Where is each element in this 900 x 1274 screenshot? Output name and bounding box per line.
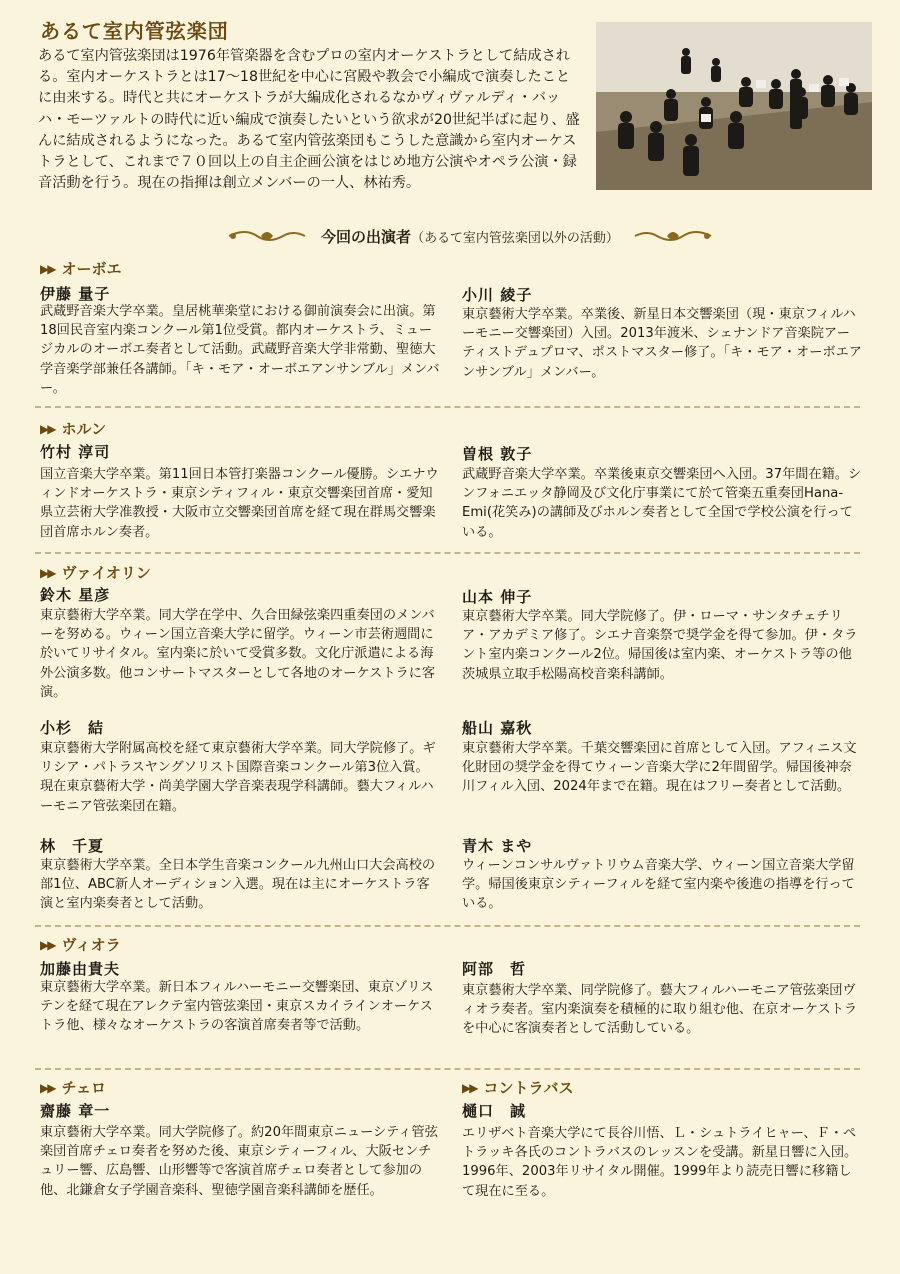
performer-bio: 東京藝術大学卒業。同大学院修了。約20年間東京ニューシティ管弦楽団首席チェロ奏者を努めた後、東京シティーフィル、大阪センチュリー響、広島響、山形響等で客演首席チェロ奏者として参加の他、北鎌倉女子学園音楽科、聖徳学園音楽科講師を歴任。	[40, 1125, 438, 1198]
performer-bio: 東京藝術大学卒業。卒業後、新星日本交響楽団（現・東京フィルハーモニー交響楽団）入団。2013年渡米、シェナンドア音楽院アーティストデュプロマ、ポストマスター修了。「キ・モア・オーボエアンサンブル」メンバー。	[462, 307, 862, 380]
performer-name: 伊藤 量子	[40, 285, 111, 303]
performer-bio: 東京藝術大学卒業。千葉交響楽団に首席として入団。アフィニス文化財団の奨学金を得てウィーン音楽大学に2年間留学。帰国後神奈川フィル入団、2024年まで在籍。現在はフリー奏者として活動。	[462, 741, 857, 795]
performer-name: 齋藤 章一	[40, 1102, 111, 1120]
category-viola	[40, 934, 121, 955]
performers-header-title	[321, 226, 619, 247]
performer-bio: 国立音楽大学卒業。第11回日本管打楽器コンクール優勝。シエナウィンドオーケストラ・東京シティフィル・東京交響楽団首席・愛知県立芸術大学准教授・大阪市立交響楽団首席を経て現在群馬交響楽団首席ホルン奏者。	[40, 467, 439, 540]
category-label: ヴィオラ	[61, 936, 121, 954]
performer-name: 林 千夏	[40, 837, 105, 855]
category-oboe	[40, 258, 121, 279]
section-divider	[35, 1068, 860, 1070]
double-arrow-icon: ▶▶	[40, 937, 55, 952]
performer-name: 阿部 哲	[462, 960, 527, 978]
performer-name: 曽根 敦子	[462, 445, 533, 463]
performer-name: 小杉 結	[40, 719, 105, 737]
performer-name: 船山 嘉秋	[462, 719, 533, 737]
double-arrow-icon: ▶▶	[40, 1080, 55, 1095]
double-arrow-icon: ▶▶	[40, 421, 55, 436]
orchestra-photo	[596, 22, 872, 190]
category-contrabass	[462, 1077, 573, 1098]
category-label: チェロ	[61, 1079, 107, 1097]
section-divider	[35, 552, 860, 554]
performer-bio: 東京藝術大学卒業。同大学在学中、久合田緑弦楽四重奏団のメンバーを努める。ウィーン国立音楽大学に留学。ウィーン市芸術週間に於いてリサイタル。室内楽に於いて受賞多数。文化庁派遣による海外公演多数。他コンサートマスターとして各地のオーケストラに客演。	[40, 608, 436, 700]
performer-bio: 東京藝術大学卒業、同学院修了。藝大フィルハーモニア管弦楽団ヴィオラ奏者。室内楽演奏を積極的に取り組む他、在京オーケストラを中心に客演奏者として活動している。	[462, 983, 858, 1037]
double-arrow-icon: ▶▶	[40, 565, 55, 580]
performer-name: 山本 伸子	[462, 588, 533, 606]
section-divider	[35, 406, 860, 408]
performer-bio: エリザベト音楽大学にて長谷川悟、Ｌ・シュトライヒャー、Ｆ・ペトラッキ各氏のコントラバスのレッスンを受講。新星日響に入団。1996年、2003年リサイタル開催。1999年より読売日響に移籍して現在に至る。	[462, 1126, 858, 1199]
category-cello	[40, 1077, 106, 1098]
performer-name: 加藤由貴夫	[40, 960, 121, 978]
performers-header	[200, 222, 740, 250]
category-label: ホルン	[61, 420, 107, 438]
performer-name: 小川 綾子	[462, 286, 533, 304]
double-arrow-icon: ▶▶	[40, 261, 55, 276]
performer-bio: 東京藝術大学卒業。新日本フィルハーモニー交響楽団、東京ゾリステンを経て現在アレクテ室内管弦楽団・東京スカイラインオーケストラ他、様々なオーケストラの客演首席奏者等で活動。	[40, 980, 434, 1034]
double-arrow-icon: ▶▶	[462, 1080, 477, 1095]
orchestra-photo-illustration	[596, 22, 872, 190]
performers-header-subtitle: （あるて室内管弦楽団以外の活動）	[411, 230, 619, 246]
performer-name: 青木 まや	[462, 837, 533, 855]
performer-bio: 武蔵野音楽大学卒業。卒業後東京交響楽団へ入団。37年間在籍。シンフォニエッタ静岡及び文化庁事業にて於て管楽五重奏団Hana-Emi(花笑み)の講師及びホルン奏者として全国で学校公演を行っている。	[462, 467, 862, 540]
performer-bio: ウィーンコンサルヴァトリウム音楽大学、ウィーン国立音楽大学留学。帰国後東京シティーフィルを経て室内楽や後進の指導を行っている。	[462, 858, 855, 912]
category-violin	[40, 562, 151, 583]
category-label: ヴァイオリン	[61, 564, 151, 582]
flourish-right-icon	[633, 226, 713, 246]
category-horn	[40, 418, 106, 439]
performer-name: 鈴木 星彦	[40, 586, 111, 604]
performer-bio: 東京藝術大学附属高校を経て東京藝術大学卒業。同大学院修了。ギリシア・パトラスヤングソリスト国際音楽コンクール第3位入賞。現在東京藝術大学・尚美学園大学音楽表現学科講師。藝大フィルハーモニア管弦楽団在籍。	[40, 741, 436, 814]
performer-name: 樋口 誠	[462, 1102, 527, 1120]
performer-bio: 東京藝術大学卒業。全日本学生音楽コンクール九州山口大会高校の部1位、ABC新人オーディション入選。現在は主にオーケストラ客演と室内楽奏者として活動。	[40, 858, 436, 912]
orchestra-description: あるて室内管弦楽団は1976年管楽器を含むプロの室内オーケストラとして結成される。室内オーケストラとは17～18世紀を中心に宮殿や教会で小編成で演奏したことに由来する。時代と共にオーケストラが大編成化されるなかヴィヴァルディ・バッハ・モーツァルトの時代に近い編成で演奏したいという欲求が20世紀半ばに起り、盛んに結成されるようになった。あるて室内管弦楽団もこうした意識から室内オーケストラとして、これまで７０回以上の自主企画公演をはじめ地方公演やオペラ公演・録音活動を行う。現在の指揮は創立メンバーの一人、林祐秀。	[38, 48, 580, 192]
category-label: コントラバス	[483, 1079, 574, 1097]
section-divider	[35, 925, 860, 927]
performer-bio: 武蔵野音楽大学卒業。皇居桃華楽堂における御前演奏会に出演。第18回民音室内楽コンクール第1位受賞。都内オーケストラ、ミュージカルのオーボエ奏者として活動。武蔵野音楽大学非常勤、聖徳大学音楽学部兼任各講師。「キ・モア・オーボエアンサンブル」メンバー。	[40, 304, 440, 396]
orchestra-title: あるて室内管弦楽団	[40, 19, 229, 43]
flourish-left-icon	[227, 226, 307, 246]
performers-header-main: 今回の出演者	[321, 227, 412, 246]
performer-name: 竹村 淳司	[40, 443, 111, 461]
performer-bio: 東京藝術大学卒業。同大学院修了。伊・ローマ・サンタチェチリア・アカデミア修了。シエナ音楽祭で奨学金を得て参加。伊・タラント室内楽コンクール2位。帰国後は室内楽、オーケストラ等の他茨城県立取手松陽高校音楽科講師。	[462, 609, 858, 682]
category-label: オーボエ	[61, 260, 122, 278]
